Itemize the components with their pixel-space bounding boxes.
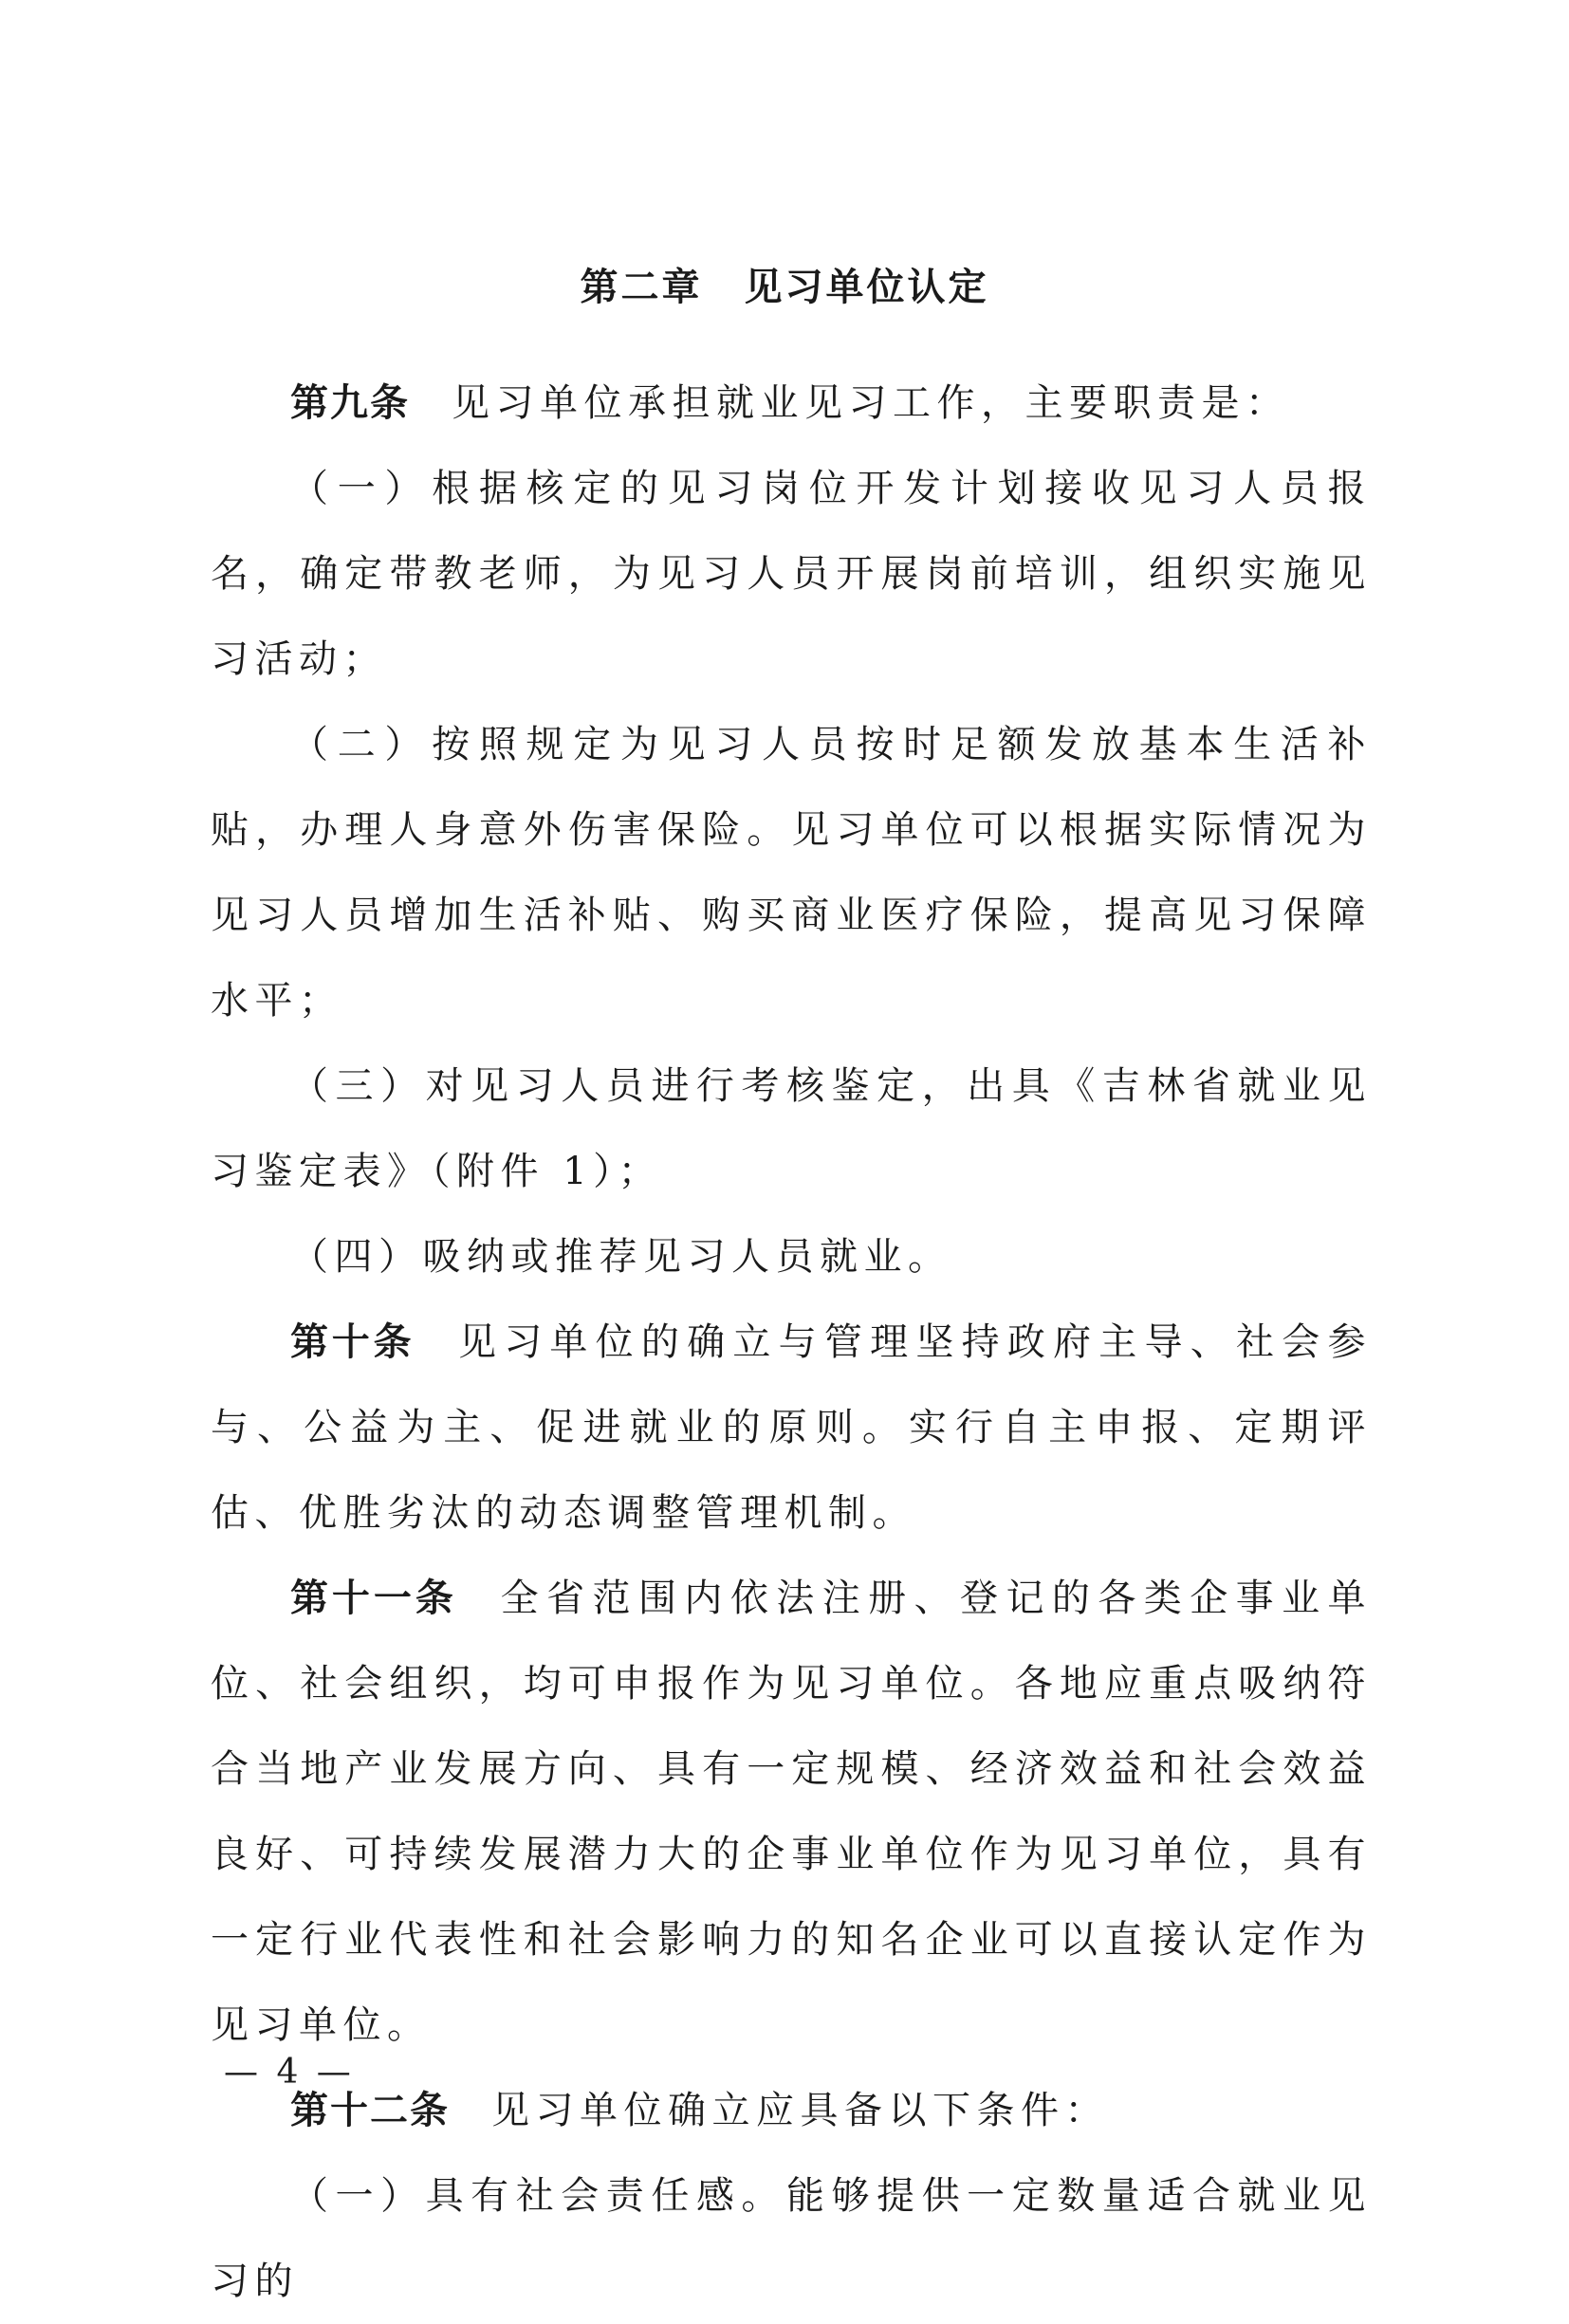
article-12 xyxy=(211,2068,1372,2153)
article-9 xyxy=(211,360,1372,446)
article-10 xyxy=(211,1300,1372,1556)
article-text: 见习单位的确立与管理坚持政府主导、社会参与、公益为主、促进就业的原则。实行自主申报、定期评估、优胜劣汰的动态调整管理机制。 xyxy=(211,1320,1373,1535)
article-9-item-3: （三）对见习人员进行考核鉴定，出具《吉林省就业见习鉴定表》（附件 1）； xyxy=(211,1064,1372,1193)
page-number: — 4 — xyxy=(224,2053,355,2092)
article-9-item-4: （四）吸纳或推荐见习人员就业。 xyxy=(290,1235,952,1279)
article-9-item-2: （二）按照规定为见习人员按时足额发放基本生活补贴，办理人身意外伤害保险。见习单位可以根据实际情况为见习人员增加生活补贴、购买商业医疗保险，提高见习保障水平； xyxy=(211,723,1372,1023)
article-11 xyxy=(211,1556,1372,2068)
chapter-number: 第二章 xyxy=(580,266,703,309)
article-number: 第十条 xyxy=(290,1320,415,1364)
article-9-item-1: （一）根据核定的见习岗位开发计划接收见习人员报名，确定带教老师，为见习人员开展岗前培训，组织实施见习活动； xyxy=(211,467,1372,681)
article-12-item-1: （一）具有社会责任感。能够提供一定数量适合就业见习的 xyxy=(211,2174,1372,2303)
article-text: 见习单位承担就业见习工作，主要职责是： xyxy=(452,381,1290,425)
article-number: 第十二条 xyxy=(290,2089,450,2132)
chapter-name: 见习单位认定 xyxy=(744,266,989,309)
article-text: 全省范围内依法注册、登记的各类企事业单位、社会组织，均可申报作为见习单位。各地应重点吸纳符合当地产业发展方向、具有一定规模、经济效益和社会效益良好、可持续发展潜力大的企事业单位作为见习单位，具有一定行业代表性和社会影响力的知名企业可以直接认定作为见习单位。 xyxy=(211,1577,1373,2047)
chapter-title xyxy=(0,254,1569,321)
article-number: 第九条 xyxy=(290,381,410,425)
article-text: 见习单位确立应具备以下条件： xyxy=(491,2089,1109,2132)
article-number: 第十一条 xyxy=(290,1577,457,1620)
document-body xyxy=(211,360,1372,2324)
